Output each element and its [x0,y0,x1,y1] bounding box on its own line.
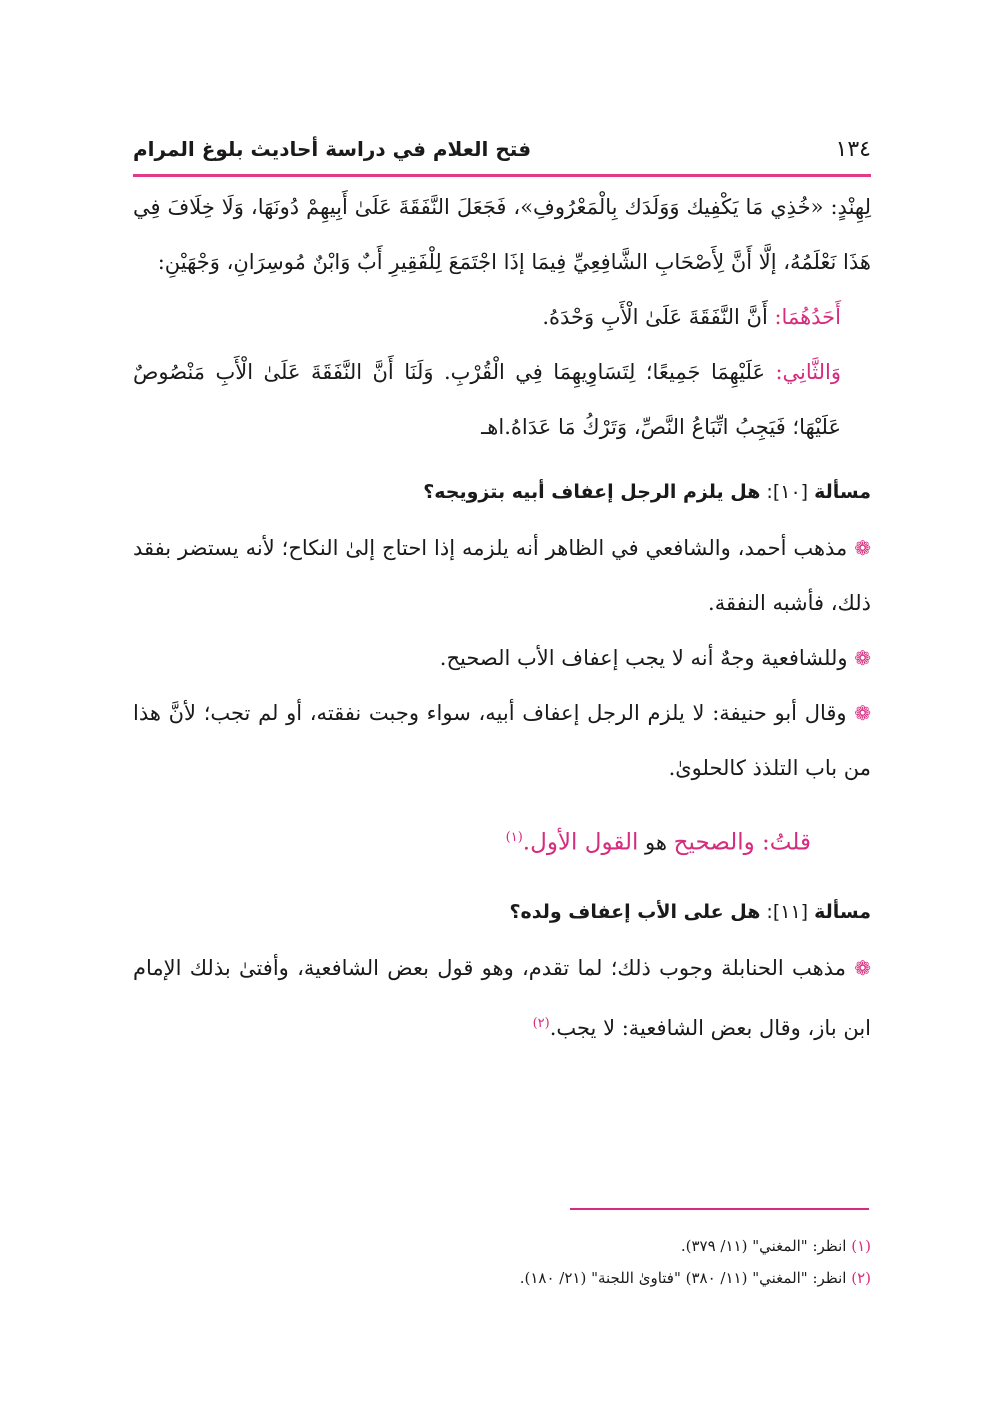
question-label: مسألة [814,481,871,503]
footnotes [133,1230,871,1294]
paragraph-first-view [133,290,871,345]
running-title: فتح العلام في دراسة أحاديث بلوغ المرام [133,137,532,161]
question-text: هل يلزم الرجل إعفاف أبيه بتزويجه؟ [423,481,761,503]
question-10-heading [133,463,871,521]
footnote-ref-1[interactable]: (١) [505,830,523,845]
bullet-text: وقال أبو حنيفة: لا يلزم الرجل إعفاف أبيه، سواء وجبت نفقته، أو لم تجب؛ لأنَّ هذا من باب التلذذ كالحلوىٰ. [133,701,871,780]
footnote-rule [570,1208,869,1210]
page-number: ١٣٤ [835,136,871,162]
question-text: هل على الأب إعفاف ولده؟ [509,900,761,923]
paragraph-second-view [133,345,871,455]
second-view-text: عَلَيْهِمَا جَمِيعًا؛ لِتَسَاوِيهِمَا فِي الْقُرْبِ. وَلَنَا أَنَّ النَّفَقَةَ عَلَىٰ الْأَبِ مَنْصُوصٌ عَلَيْهَا؛ فَيَجِبُ اتِّبَاعُ النَّصِّ، وَتَرْكُ مَا عَدَاهُ.اهـ [133,360,841,439]
body-text [133,180,871,1056]
question-label: مسألة [814,900,871,923]
first-view-label: أَحَدُهُمَا: [774,305,841,329]
opinion-connector: هو [638,830,674,855]
second-view-label: وَالثَّانِي: [775,360,841,384]
paragraph-quote: لِهِنْدٍ: «خُذِي مَا يَكْفِيك وَوَلَدَك بِالْمَعْرُوفِ»، فَجَعَلَ النَّفَقَةَ عَلَىٰ أَبِيهِمْ دُونَهَا، وَلَا خِلَافَ فِي هَذَا نَعْلَمُهُ، إلَّا أَنَّ لِأَصْحَابِ الشَّافِعِيِّ فِيمَا إذَا اجْتَمَعَ لِلْفَقِيرِ أَبٌ وَابْنٌ مُوسِرَانِ، وَجْهَيْنِ: [133,195,871,274]
footnote-number: (١) [851,1237,871,1255]
footnote-number: (٢) [851,1269,871,1287]
bullet-text: مذهب الحنابلة وجوب ذلك؛ لما تقدم، وهو قول بعض الشافعية، وأفتىٰ بذلك الإمام ابن باز، وقال بعض الشافعية: لا يجب. [133,955,871,1040]
opinion-conclusion: القول الأول. [522,829,639,856]
flower-bullet-icon: ❁ [854,955,871,980]
footnote-ref-2[interactable]: (٢) [532,1015,550,1031]
footnote-text: انظر: "المغني" (١١/ ٣٧٩). [680,1237,852,1255]
bullet-hanbali [133,941,871,1056]
question-number: [١٠]: [760,481,815,503]
author-opinion [133,806,871,875]
question-number: [١١]: [760,900,815,923]
bullet-text: مذهب أحمد، والشافعي في الظاهر أنه يلزمه إذا احتاج إلىٰ النكاح؛ لأنه يستضر بفقد ذلك، فأشبه النفقة. [133,536,871,615]
flower-bullet-icon: ❁ [854,701,871,725]
question-11-heading [133,883,871,941]
bullet-ahmad-shafii [133,521,871,631]
flower-bullet-icon: ❁ [854,646,871,670]
header-rule [133,174,871,177]
bullet-abu-hanifa [133,686,871,796]
first-view-text: أَنَّ النَّفَقَةَ عَلَىٰ الْأَبِ وَحْدَهُ. [542,305,775,329]
flower-bullet-icon: ❁ [854,536,871,560]
opinion-lead: قلتُ: والصحيح [673,829,811,856]
bullet-shafii-view [133,631,871,686]
bullet-text: وللشافعية وجهٌ أنه لا يجب إعفاف الأب الصحيح. [439,646,848,670]
footnote-2 [133,1262,871,1294]
footnote-1 [133,1230,871,1262]
footnote-text: انظر: "المغني" (١١/ ٣٨٠) "فتاوىٰ اللجنة" (٢١/ ١٨٠). [519,1269,852,1287]
page-header [133,132,871,166]
